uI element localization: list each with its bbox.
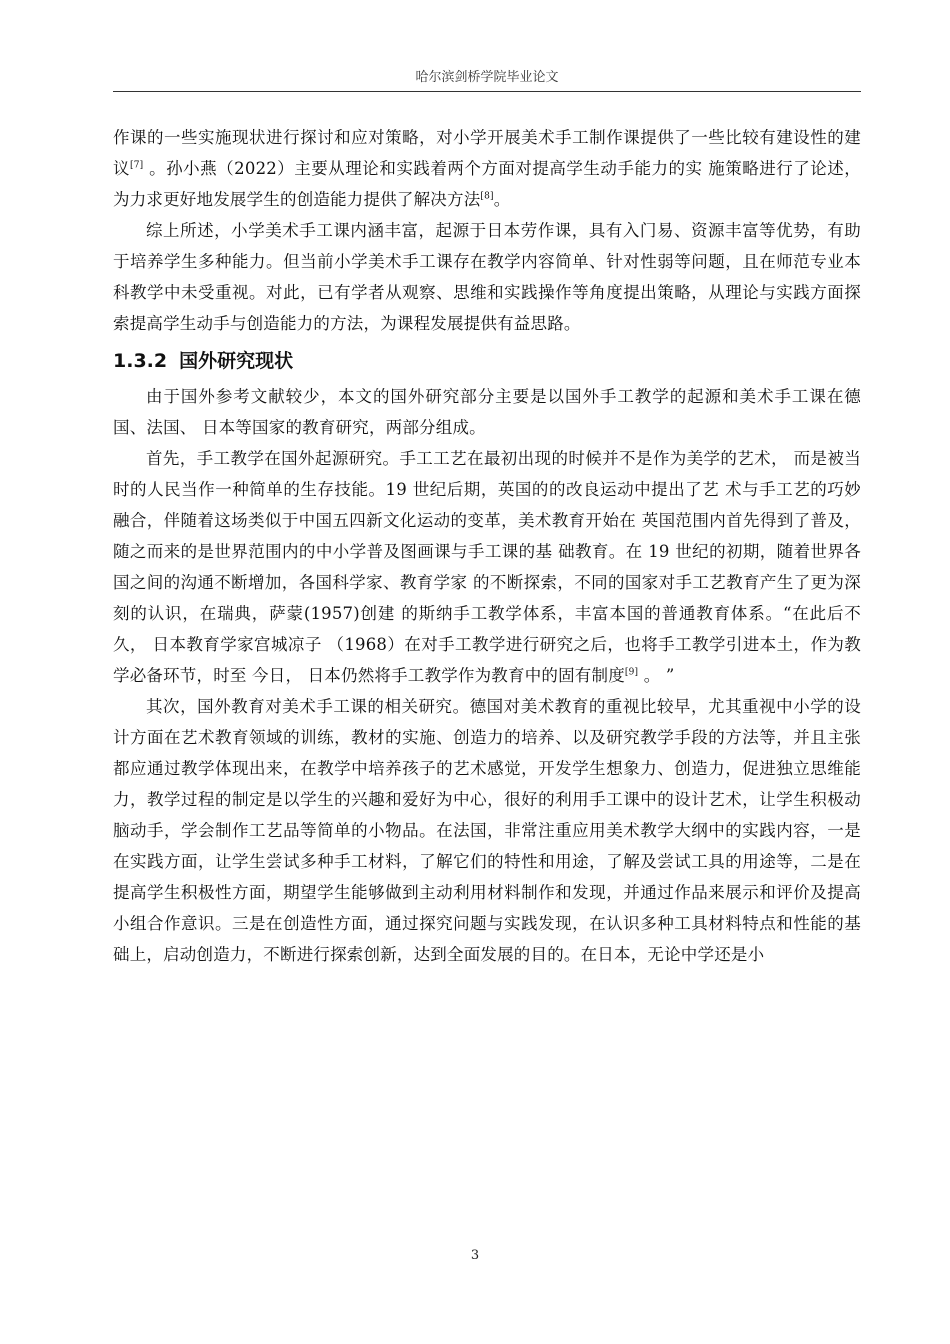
paragraph-intro: 由于国外参考文献较少，本文的国外研究部分主要是以国外手工教学的起源和美术手工课在德国、法国、 日本等国家的教育研究，两部分组成。 <box>113 387 861 437</box>
paragraph-continued: 作课的一些实施现状进行探讨和应对策略，对小学开展美术手工制作课提供了一些比较有建设性的建议[7] 。孙小燕（2022）主要从理论和实践着两个方面对提高学生动手能力的实 施策略进行了论述，为力求更好地发展学生的创造能力提供了解决方法[8]。 <box>113 128 862 209</box>
citation-ref: [7] <box>130 160 144 171</box>
page-number: 3 <box>470 1248 480 1263</box>
section-heading <box>113 341 861 381</box>
section-number: 1.3.2 <box>113 350 168 372</box>
citation-ref: [9] <box>624 667 639 678</box>
citation-ref: [8] <box>480 191 494 202</box>
page-body <box>113 122 861 970</box>
paragraph-origin: 首先，手工教学在国外起源研究。手工工艺在最初出现的时候并不是作为美学的艺术， 而是被当时的人民当作一种简单的生存技能。19 世纪后期，英国的的改良运动中提出了艺 术与手工艺的巧妙融合，伴随着这场类似于中国五四新文化运动的变革，美术教育开始在 英国范围内首先得到了普及，随之而来的是世界范围内的中小学普及图画课与手工课的基 础教育。在 19 世纪的初期，随着世界各国之间的沟通不断增加，各国科学家、教育学家 的不断探索，不同的国家对手工艺教育产生了更为深刻的认识，在瑞典，萨蒙(1957)创建 的斯纳手工教学体系，丰富本国的普通教育体系。“在此后不久， 日本教育学家宫城凉子 （1968）在对手工教学进行研究之后，也将手工教学引进本土，作为教学必备环节，时至 今日， 日本仍然将手工教学作为教育中的固有制度[9] 。 ” <box>113 449 861 685</box>
paragraph-research: 其次，国外教育对美术手工课的相关研究。德国对美术教育的重视比较早，尤其重视中小学的设计方面在艺术教育领域的训练，教材的实施、创造力的培养、以及研究教学手段的方法等，并且主张都应通过教学体现出来，在教学中培养孩子的艺术感觉，开发学生想象力、创造力，促进独立思维能力，教学过程的制定是以学生的兴趣和爱好为中心，很好的利用手工课中的设计艺术，让学生积极动脑动手，学会制作工艺品等简单的小物品。在法国，非常注重应用美术教学大纲中的实践内容，一是在实践方面，让学生尝试多种手工材料，了解它们的特性和用途，了解及尝试工具的用途等，二是在提高学生积极性方面，期望学生能够做到主动利用材料制作和发现，并通过作品来展示和评价及提高小组合作意识。三是在创造性方面，通过探究问题与实践发现，在认识多种工具材料特点和性能的基础上，启动创造力，不断进行探索创新，达到全面发展的目的。在日本，无论中学还是小 <box>113 697 861 964</box>
running-header <box>113 66 861 92</box>
section-title: 国外研究现状 <box>179 350 294 372</box>
header-title: 哈尔滨剑桥学院毕业论文 <box>415 70 559 85</box>
paragraph-summary: 综上所述，小学美术手工课内涵丰富，起源于日本劳作课，具有入门易、资源丰富等优势，有助于培养学生多种能力。但当前小学美术手工课存在教学内容简单、针对性弱等问题，且在师范专业本科教学中未受重视。对此，已有学者从观察、思维和实践操作等角度提出策略，从理论与实践方面探索提高学生动手与创造能力的方法，为课程发展提供有益思路。 <box>113 221 861 333</box>
